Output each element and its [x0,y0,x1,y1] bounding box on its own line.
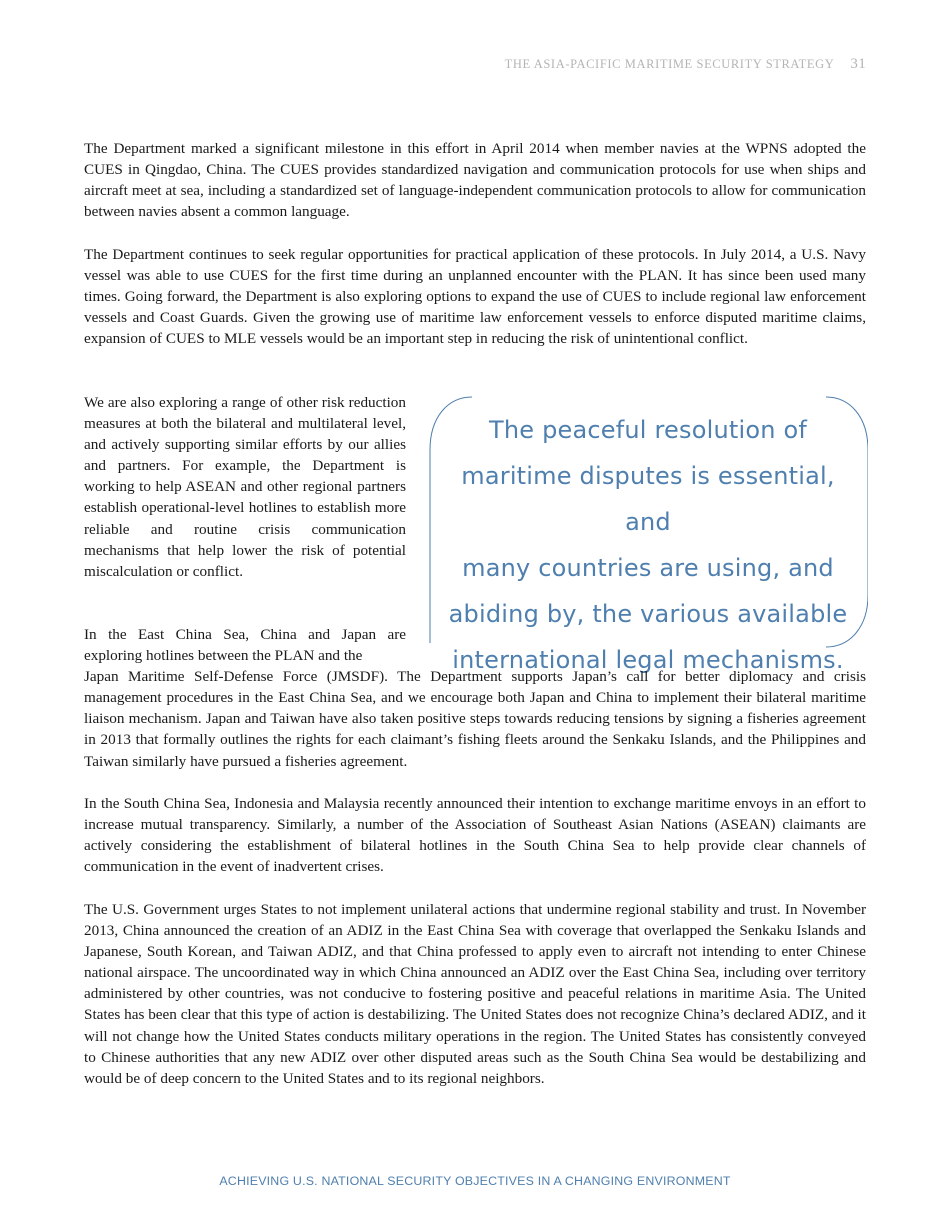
page-number: 31 [850,56,866,72]
paragraph-east-china-sea [84,624,866,772]
paragraph-rest: Japan Maritime Self-Defense Force (JMSDF). The Department supports Japan’s call for better diplomacy and crisis management procedures in the East China Sea, and we encourage both Japan and China to implement their bilateral maritime liaison mechanism. Japan and Taiwan have also taken positive steps towards reducing tensions by signing a fisheries agreement in 2013 that formally outlines the rights for each claimant’s fishing fleets around the Senkaku Islands, and the Philippines and Taiwan similarly have pursued a fisheries agreement. [84,668,866,770]
paragraph-text: In the South China Sea, Indonesia and Malaysia recently announced their intention to exchange maritime envoys in an effort to increase mutual transparency. Similarly, a number of the Association of Southeast Asian Nations (ASEAN) claimants are actively considering the establishment of bilateral hotlines in the South China Sea to help provide clear channels of communication in the event of inadvertent crises. [84,795,866,876]
paragraph-text: We are also exploring a range of other risk reduction measures at both the bilateral and multilateral level, and actively supporting similar efforts by our allies and partners. For example, the Department is working to help ASEAN and other regional partners establish operational-level hotlines to establish more reliable and routine crisis communication mechanisms that help lower the risk of potential miscalculation or conflict. [84,394,406,580]
pull-quote-line: abiding by, the various available [448,600,848,628]
paragraph-cues-application [84,244,866,349]
running-header [505,56,866,73]
paragraph-text: The Department marked a significant milestone in this effort in April 2014 when member navies at the WPNS adopted the CUES in Qingdao, China. The CUES provides standardized navigation and communication protocols for use when ships and aircraft meet at sea, including a standardized set of language-independent communication protocols to allow for communication between navies absent a common language. [84,140,866,221]
paragraph-south-china-sea [84,793,866,877]
pull-quote-line: many countries are using, and [462,554,834,582]
paragraph-cues-milestone [84,138,866,222]
running-title: THE ASIA-PACIFIC MARITIME SECURITY STRATEGY [504,57,835,71]
paragraph-text: The U.S. Government urges States to not implement unilateral actions that undermine regional stability and trust. In November 2013, China announced the creation of an ADIZ in the East China Sea with coverage that overlapped the Senkaku Islands and Japanese, South Korean, and Taiwan ADIZ, and that China professed to apply even to aircraft not intending to enter Chinese national airspace. The uncoordinated way in which China announced an ADIZ over the East China Sea, including over territory administered by other countries, was not conducive to fostering positive and peaceful relations in maritime Asia. The United States has been clear that this type of action is destabilizing. The United States does not recognize China’s declared ADIZ, and it will not change how the United States conducts military operations in the region. The United States has consistently conveyed to Chinese authorities that any new ADIZ over other disputed areas such as the South China Sea would be destabilizing and would be of deep concern to the United States and to its regional neighbors. [84,901,866,1087]
pull-quote [428,395,868,674]
paragraph-text: The Department continues to seek regular opportunities for practical application of these protocols. In July 2014, a U.S. Navy vessel was able to use CUES for the first time during an unplanned encounter with the PLAN. It has since been used many times. Going forward, the Department is also exploring options to expand the use of CUES to include regional law enforcement vessels and Coast Guards. Given the growing use of maritime law enforcement vessels to enforce disputed maritime claims, expansion of CUES to MLE vessels would be an important step in reducing the risk of unintentional conflict. [84,246,866,348]
paragraph-lead: In the East China Sea, China and Japan are exploring hotlines between the PLAN and the [84,626,406,665]
page-footer: ACHIEVING U.S. NATIONAL SECURITY OBJECTIVES IN A CHANGING ENVIRONMENT [219,1174,731,1188]
paragraph-text [84,624,866,772]
paragraph-risk-reduction [84,392,406,582]
pull-quote-line: international legal mechanisms. [452,646,844,674]
pull-quote-line: The peaceful resolution of [489,416,807,444]
pull-quote-line: maritime disputes is essential, and [461,462,835,536]
paragraph-adiz [84,899,866,1089]
